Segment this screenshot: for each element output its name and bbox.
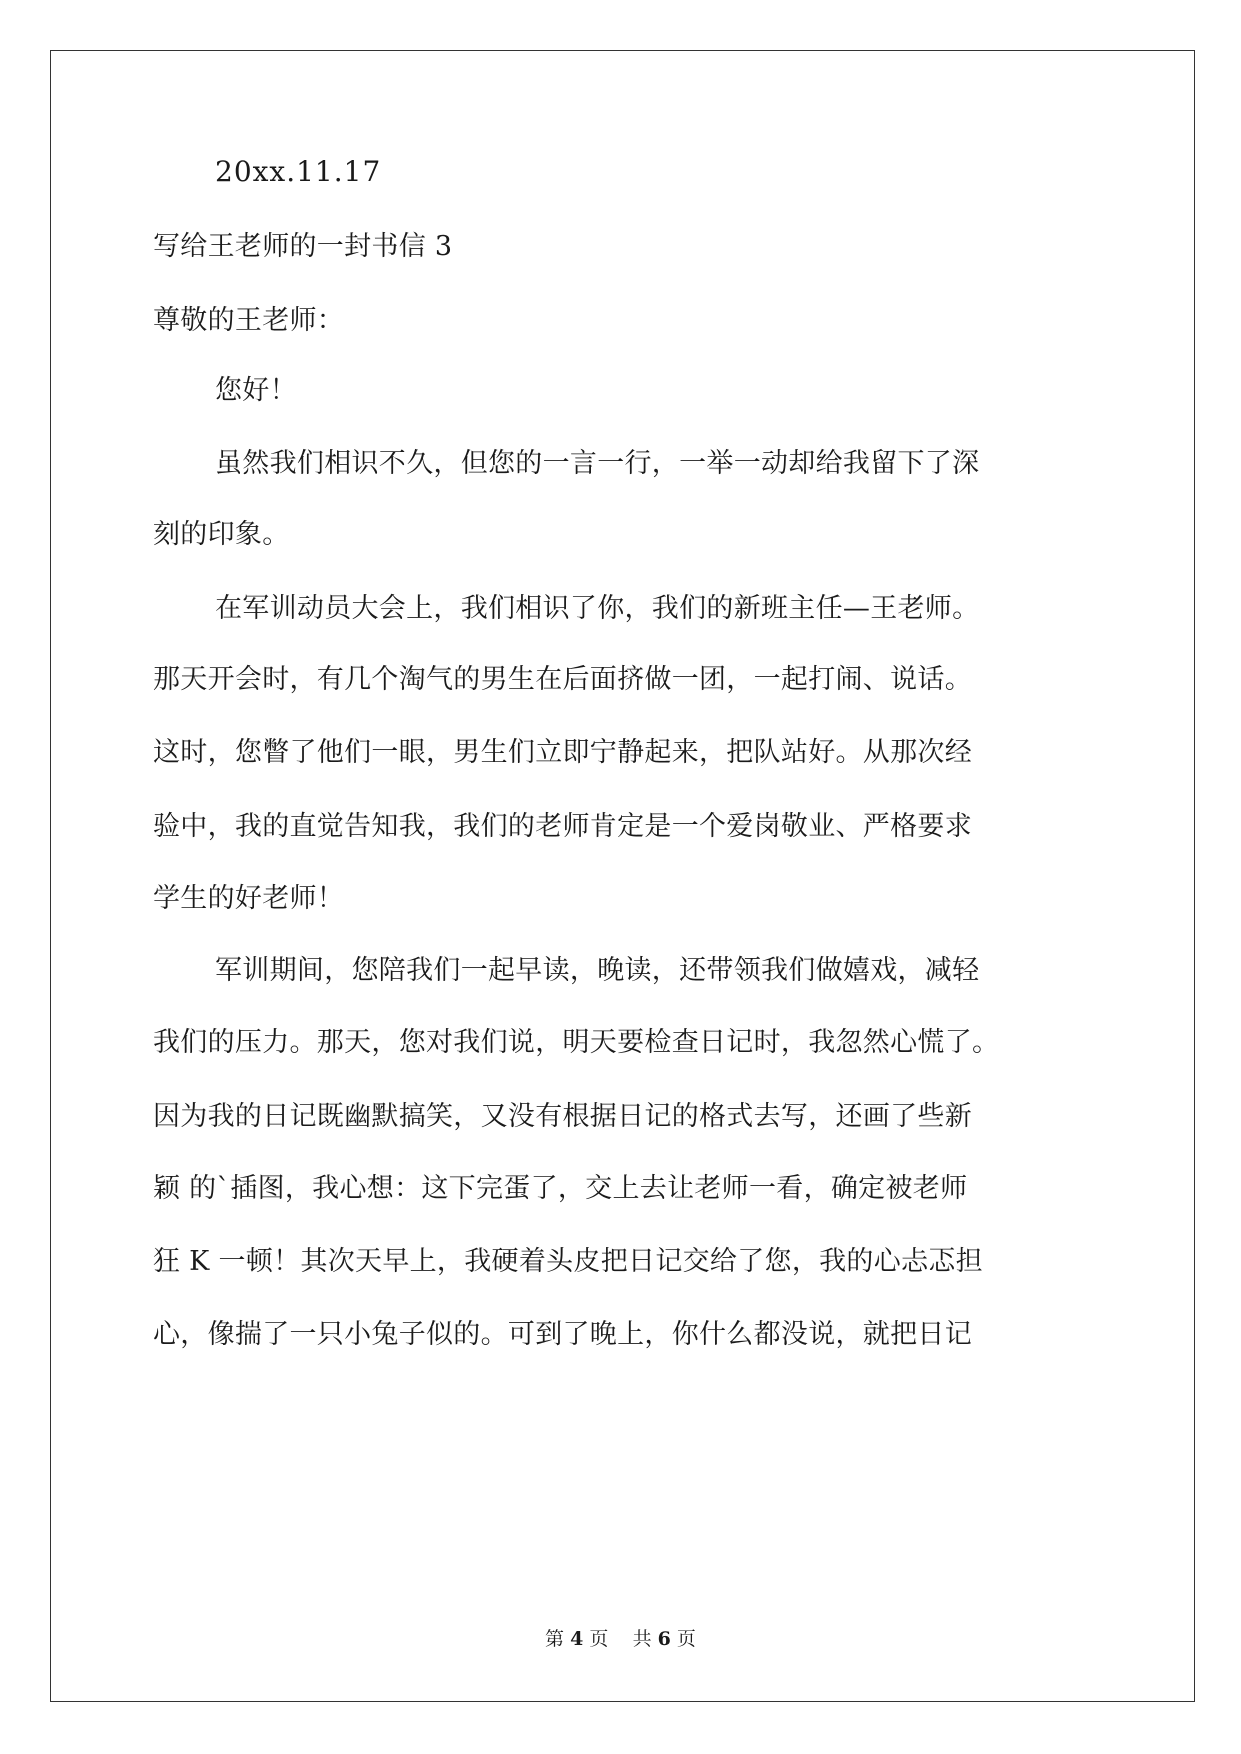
body-line: 军训期间，您陪我们一起早读，晚读，还带领我们做嬉戏，减轻: [215, 955, 980, 986]
total-pages-number: 6: [657, 1628, 671, 1650]
salutation: 尊敬的王老师：: [153, 305, 345, 336]
body-line: 学生的好老师！: [153, 883, 345, 914]
greeting: 您好！: [215, 375, 297, 406]
body-line: 因为我的日记既幽默搞笑，又没有根据日记的格式去写，还画了些新: [153, 1101, 972, 1132]
body-line: 那天开会时，有几个淘气的男生在后面挤做一团，一起打闹、说话。: [153, 664, 972, 695]
body-line: 验中，我的直觉告知我，我们的老师肯定是一个爱岗敬业、严格要求: [153, 811, 972, 842]
total-suffix: 页: [676, 1628, 696, 1650]
letter-date: 20xx.11.17: [215, 155, 382, 188]
letter-title: 写给王老师的一封书信 3: [153, 231, 453, 262]
body-line: 虽然我们相识不久，但您的一言一行，一举一动却给我留下了深: [215, 448, 980, 479]
body-line: 狂 K 一顿！其次天早上，我硬着头皮把日记交给了您，我的心忐忑担: [153, 1246, 983, 1277]
page-prefix: 第: [545, 1628, 565, 1650]
page-suffix: 页: [589, 1628, 609, 1650]
page-footer: [0, 1626, 1241, 1652]
page-border: [50, 50, 1195, 1702]
body-line: 心，像揣了一只小兔子似的。可到了晚上，你什么都没说，就把日记: [153, 1319, 972, 1350]
body-line: 这时，您瞥了他们一眼，男生们立即宁静起来，把队站好。从那次经: [153, 737, 972, 768]
body-line: 颖 的`插图，我心想：这下完蛋了，交上去让老师一看，确定被老师: [153, 1173, 968, 1204]
body-line: 在军训动员大会上，我们相识了你，我们的新班主任—王老师。: [215, 593, 980, 624]
body-line: 刻的印象。: [153, 519, 290, 550]
current-page-number: 4: [570, 1628, 584, 1650]
total-prefix: 共: [632, 1628, 652, 1650]
body-line: 我们的压力。那天，您对我们说，明天要检查日记时，我忽然心慌了。: [153, 1027, 1000, 1058]
